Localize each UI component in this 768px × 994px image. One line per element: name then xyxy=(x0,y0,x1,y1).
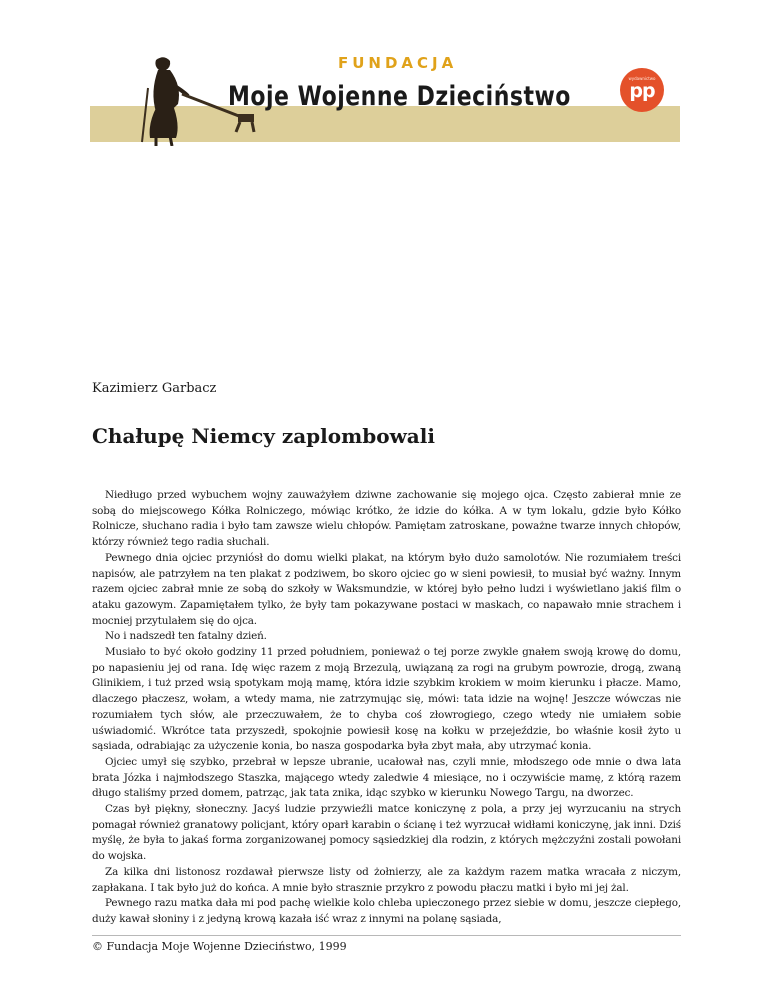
paragraph: Czas był piękny, słoneczny. Jacyś ludzie przywieźli matce koniczynę z pola, a przy jej wyrzucaniu na strych pomagał również granatowy policjant, który oparł karabin o ścianę i też wyrzucał widłami koniczynę, jak inni. Dziś myślę, że była to jakaś forma zorganizowanej pomocy sąsiedzkiej dla rodzin, z których mężczyźni zostali powołani do wojska. xyxy=(92,803,681,863)
paragraph: Pewnego dnia ojciec przyniósł do domu wielki plakat, na którym było dużo samolotów. Nie rozumiałem treści napisów, ale patrzyłem na ten plakat z podziwem, bo skoro ojciec go w sieni powiesił, to musiał być ważny. Innym razem ojciec zabrał mnie ze sobą do szkoły w Waksmundzie, w której było pełno ludzi i wyświetlano jakiś film o ataku gazowym. Zapamiętałem tylko, że były tam pokazywane postaci w maskach, co napawało mnie strachem i mocniej przytulałem się do ojca. xyxy=(92,551,681,627)
paragraph: No i nadszedł ten fatalny dzień. xyxy=(105,630,267,643)
footer-copyright: © Fundacja Moje Wojenne Dzieciństwo, 1999 xyxy=(92,940,347,953)
article-title: Chałupę Niemcy zaplombowali xyxy=(92,424,435,448)
paragraph: Pewnego razu matka dała mi pod pachę wielkie kolo chleba upieczonego przez siebie w domu, jeszcze ciepłego, duży kawał słoniny i z jedyną krową kazała iść wraz z innymi na polanę sąsiada, xyxy=(92,897,681,925)
author-name: Kazimierz Garbacz xyxy=(92,381,217,396)
paragraph: Ojciec umył się szybko, przebrał w lepsze ubranie, ucałował nas, czyli mnie, młodszego ode mnie o dwa lata brata Józka i najmłodszego Staszka, mającego wtedy zaledwie 4 miesiące, no i oczywiście mamę, z którą razem długo staliśmy przed domem, patrząc, jak tata znika, idąc szybko w kierunku Nowego Targu, na dworzec. xyxy=(92,755,681,800)
banner-title: Moje Wojenne Dzieciństwo xyxy=(228,82,571,112)
footer-divider xyxy=(92,935,681,936)
paragraph: Za kilka dni listonosz rozdawał pierwsze listy od żołnierzy, ale za każdym razem matka wracała z niczym, zapłakana. I tak było już do końca. A mnie było strasznie przykro z powodu płaczu matki i było mi jej żal. xyxy=(92,865,681,894)
paragraph: Musiało to być około godziny 11 przed południem, ponieważ o tej porze zwykle gnałem swoją krowę do domu, po napasieniu jej od rana. Idę więc razem z moją Brzezulą, uwiązaną za rogi na grubym powrozie, drogą, zwaną Glinikiem, i tuż przed wsią spotykam moją mamę, która idzie szybkim krokiem w moim kierunku i płacze. Mamo, dlaczego płaczesz, wołam, a wtedy mama, nie zatrzymując się, mówi: tata idzie na wojnę! Jeszcze wówczas nie rozumiałem tych słów, ale przeczuwałem, że to chyba coś złowrogiego, czego wtedy nie umiałem sobie uświadomić. Wkrótce tata przyszedł, spokojnie powiesił kosę na kołku w przejeździe, bo właśnie kosił żyto u sąsiada, odrabiając za użyczenie konia, bo nasza gospodarka była zbyt mała, aby utrzymać konia. xyxy=(92,646,681,753)
article-body xyxy=(92,488,681,928)
paragraph: Niedługo przed wybuchem wojny zauważyłem dziwne zachowanie się mojego ojca. Często zabierał mnie ze sobą do miejscowego Kółka Rolniczego, mówiąc krótko, że idzie do kółka. A w tym lokalu, gdzie było Kółko Rolnicze, słuchano radia i było tam zawsze wielu chłopów. Pamiętam zatroskane, poważne twarze innych chłopów, którzy również tego radia słuchali. xyxy=(92,489,681,549)
publisher-logo xyxy=(620,68,664,112)
foundation-banner xyxy=(90,48,680,146)
logo-small-text: wydawnictwo xyxy=(628,76,656,81)
banner-foundation-label: FUNDACJA xyxy=(338,54,458,72)
logo-mark: pp xyxy=(629,80,655,102)
